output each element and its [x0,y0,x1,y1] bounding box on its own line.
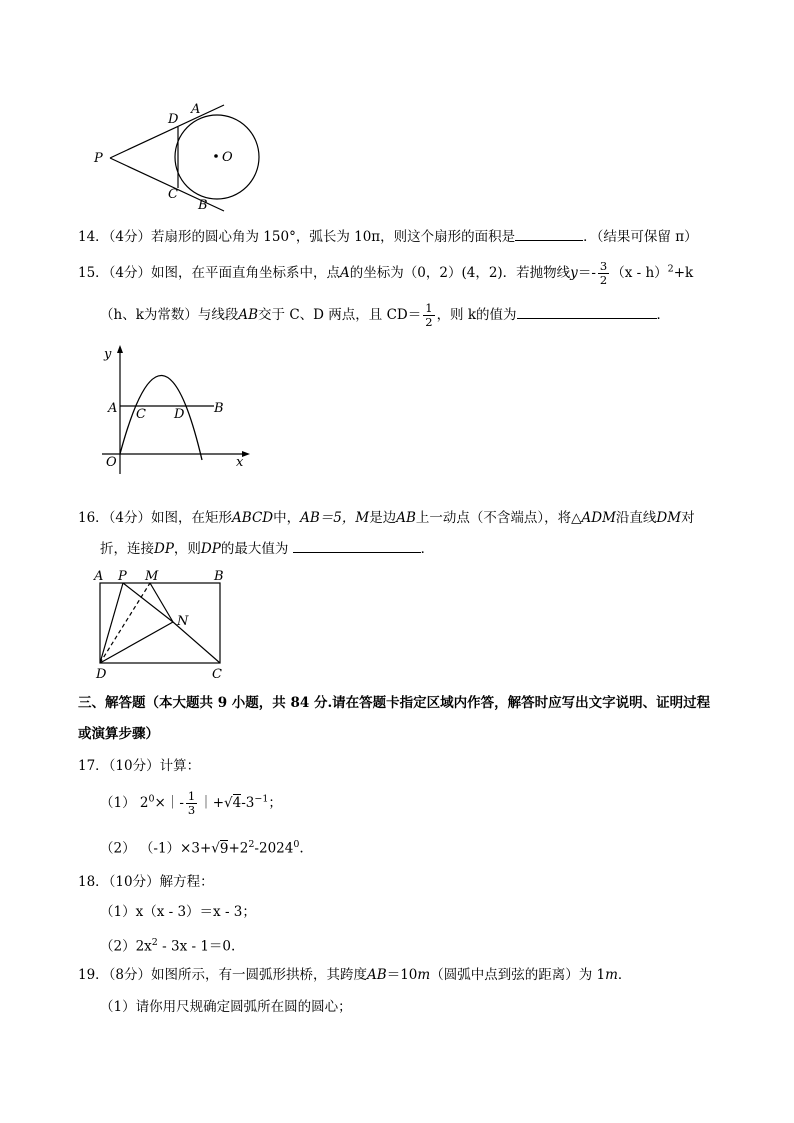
question-17-part1: （1） $2^0\times|-$ $\frac{1}{3}$ $|+√4-3^{-1}$； [100,789,282,817]
circle-tangent-figure [88,100,278,215]
label-A: A [191,102,201,117]
answer-blank-14[interactable] [515,226,583,241]
question-16-line1: 16．（4分）如图，在矩形ABCD中，AB＝5，M是边AB上一动点（不含端点），将△ADM沿直线DM对 [78,510,695,526]
label-D: D [96,667,107,682]
label-A: A [94,569,104,584]
label-C: C [168,187,178,202]
origin-label: O [106,455,117,470]
label-P: P [94,151,103,166]
question-18-part2: $(2)2x^2 - 3x - 1=0$. [100,937,236,955]
label-D: D [174,407,185,422]
section-3-heading: 三、解答题（本大题共 9 小题，共 84 分.请在答题卡指定区域内作答，解答时应写出文字说明、证明过程 [78,695,711,711]
question-15-line2: （h、k为常数）与线段AB交于 C、D 两点，且 CD＝ $\frac{1}{2}$ ，则 k的值为 ． [100,301,671,329]
label-B: B [198,198,208,213]
answer-blank-16[interactable] [293,538,421,553]
section-3-heading-cont: 或演算步骤） [78,726,159,742]
answer-blank-15[interactable] [517,304,657,319]
label-C: C [212,667,222,682]
question-18-title: 18．（10分）解方程： [78,874,214,890]
label-O: O [222,150,233,165]
question-14: 14．（4分）若扇形的圆心角为 150°，弧长为 10π，则这个扇形的面积是 ．（结果可保留 π） [78,226,698,246]
label-C: C [136,407,146,422]
question-17-part2: （2） $(-1)\times 3+√9+2^2-2024^0$. [100,839,304,857]
question-19-part1: （1）请你用尺规确定圆弧所在圆的圆心； [100,999,352,1015]
label-B: B [214,569,224,584]
question-18-part1: （1）x（x - 3）＝x - 3； [100,904,256,920]
label-B: B [214,401,224,416]
rectangle-fold-figure [90,566,235,682]
label-N: N [177,614,189,629]
label-P: P [118,569,127,584]
label-A: A [108,401,118,416]
parabola-figure [96,342,256,477]
axis-y-label: y [104,347,112,362]
question-17-title: 17．（10分）计算： [78,758,201,774]
axis-x-label: x [236,455,244,470]
label-M: M [145,569,159,584]
label-D: D [168,112,179,127]
question-19-title: 19．（8分）如图所示，有一圆弧形拱桥，其跨度AB＝10m（圆弧中点到弦的距离）为 1m． [78,967,632,983]
question-15-line1: 15．（4分）如图，在平面直角坐标系中，点A的坐标为（0，2）(4，2)．若抛物线y＝- $\frac{3}{2}$ （x - h）$^2$+k [78,259,694,287]
question-16-line2: 折，连接DP，则DP的最大值为 ． [100,538,434,558]
